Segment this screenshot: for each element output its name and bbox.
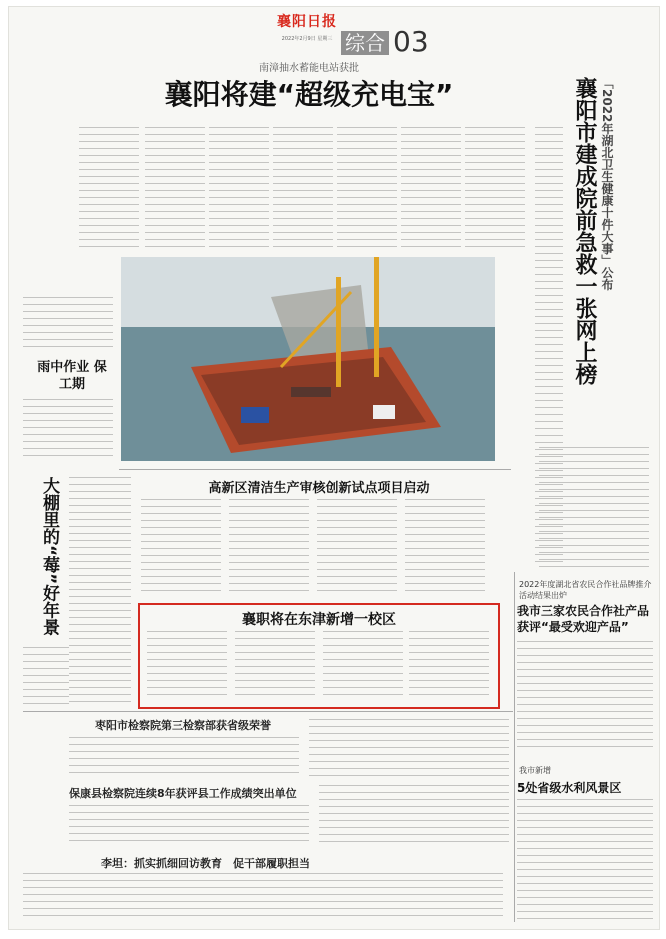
text-column <box>273 127 333 247</box>
text-column <box>409 631 489 697</box>
text-column <box>401 127 461 247</box>
text-column <box>309 719 509 777</box>
text-column <box>235 631 315 697</box>
text-column <box>147 631 227 697</box>
right-headline: 襄阳市建成院前急救一张网上榜 <box>572 77 597 385</box>
column-rule <box>514 572 515 922</box>
text-column <box>141 499 221 593</box>
coop-headline: 我市三家农民合作社产品获评“最受欢迎产品” <box>517 604 650 634</box>
boxed-headline: 襄职将在东津新增一校区 <box>242 612 396 628</box>
text-column <box>69 477 131 707</box>
text-column <box>517 641 653 753</box>
right-kicker: 「2022年湖北卫生健康十件大事」公布 <box>600 77 614 291</box>
page-number: 03 <box>393 25 429 58</box>
text-column <box>317 499 397 593</box>
text-column <box>23 873 503 921</box>
text-column <box>209 127 269 247</box>
text-column <box>323 631 403 697</box>
photo-illustration <box>121 257 495 461</box>
text-column <box>229 499 309 593</box>
section-label: 综合 <box>341 31 389 55</box>
text-column <box>23 399 113 459</box>
newspaper-page <box>8 6 660 930</box>
greenhouse-title: 大棚里的“莓”好年景 <box>39 477 59 636</box>
text-column <box>517 799 653 921</box>
text-column <box>405 499 485 593</box>
text-column <box>539 447 649 567</box>
text-column <box>337 127 397 247</box>
text-column <box>465 127 525 247</box>
text-column <box>319 785 509 845</box>
coop-kicker: 2022年度湖北省农民合作社品牌推介活动结果出炉 <box>519 580 652 600</box>
section-rule <box>23 711 513 712</box>
text-column <box>69 737 299 777</box>
lead-headline: 襄阳将建“超级充电宝” <box>164 78 454 111</box>
section-rule <box>119 469 511 470</box>
text-column <box>79 127 139 247</box>
text-column <box>69 805 309 845</box>
procuratorate-headline-2: 保康县检察院连续8年获评县工作成绩突出单位 <box>69 787 297 800</box>
water-headline: 5处省级水利风景区 <box>517 781 622 795</box>
text-column <box>23 647 69 707</box>
water-kicker: 我市新增 <box>519 766 551 775</box>
education-headline: 李坦：抓实抓细回访教育 促干部履职担当 <box>101 857 310 870</box>
bridge-construction-photo <box>121 257 495 461</box>
date-line: 2022年2月9日 星期三 <box>281 36 333 42</box>
newspaper-logo: 襄阳日报 <box>277 14 337 30</box>
lead-kicker: 南漳抽水蓄能电站获批 <box>259 63 359 74</box>
text-column <box>23 297 113 352</box>
cleantech-headline: 高新区清洁生产审核创新试点项目启动 <box>208 481 430 496</box>
procuratorate-headline-1: 枣阳市检察院第三检察部获省级荣誉 <box>95 719 271 732</box>
text-column <box>145 127 205 247</box>
rain-story-title: 雨中作业 保工期 <box>37 360 107 392</box>
